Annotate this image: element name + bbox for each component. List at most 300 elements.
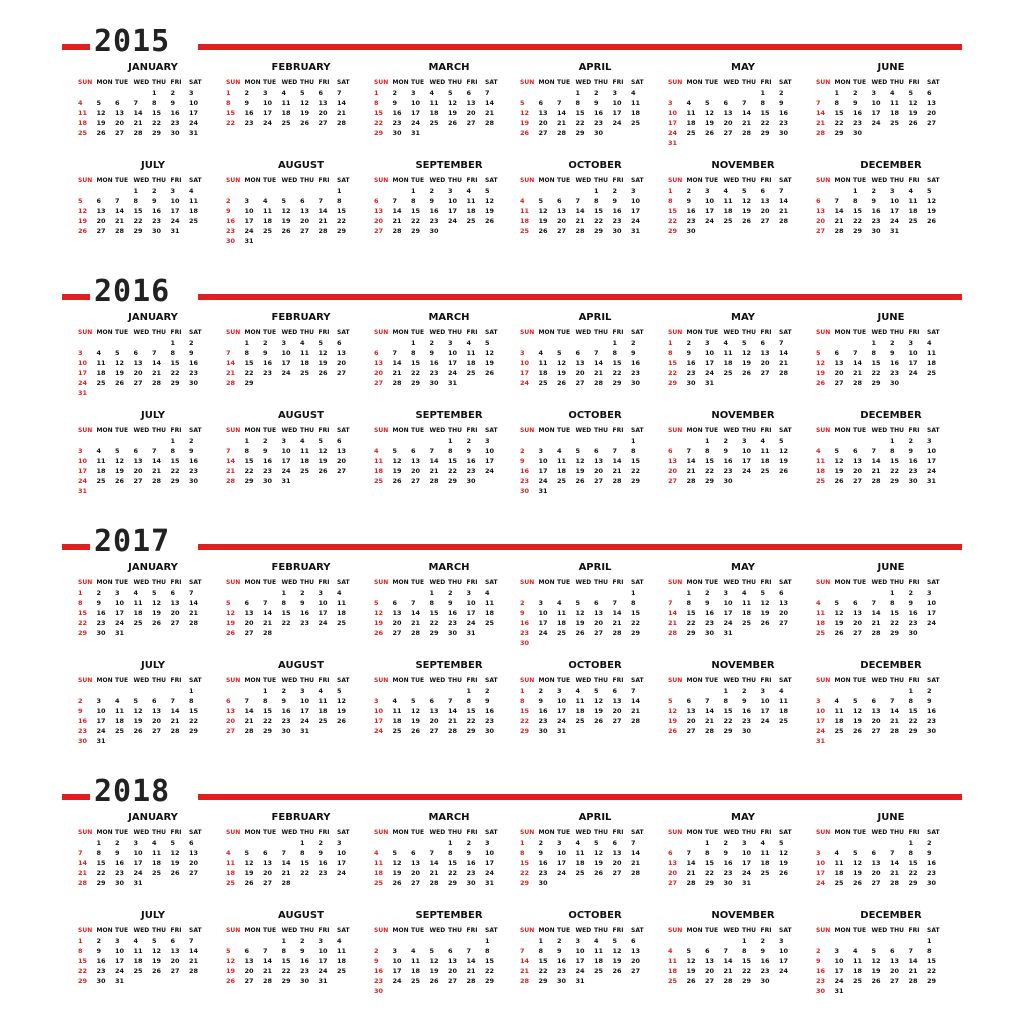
day-cell: 8 xyxy=(244,349,250,357)
day-cell: 3 xyxy=(96,697,102,705)
day-cell: 5 xyxy=(575,599,581,607)
weekday-header: MON xyxy=(392,927,409,934)
weekday-header: THU xyxy=(448,79,462,86)
weekday-header: FRI xyxy=(318,427,330,434)
day-cell: 22 xyxy=(520,869,530,877)
day-cell: 16 xyxy=(520,619,530,627)
day-cell: 26 xyxy=(318,467,328,475)
weekday-header: MON xyxy=(244,79,261,86)
weekday-header: MON xyxy=(96,329,113,336)
day-cell: 10 xyxy=(318,599,328,607)
day-cell: 25 xyxy=(575,717,585,725)
day-cell: 20 xyxy=(779,609,789,617)
month-name: NOVEMBER xyxy=(711,660,775,671)
day-cell: 25 xyxy=(189,217,199,225)
day-cell: 1 xyxy=(723,687,729,695)
day-cell: 21 xyxy=(816,119,826,127)
day-cell: 8 xyxy=(374,99,379,107)
day-cell: 18 xyxy=(816,619,826,627)
day-cell: 1 xyxy=(668,339,673,347)
day-cell: 5 xyxy=(485,187,490,195)
day-cell: 21 xyxy=(170,717,180,725)
empty-cell xyxy=(890,838,909,848)
day-cell: 30 xyxy=(760,977,770,985)
day-cell: 4 xyxy=(96,447,102,455)
day-cell: 2 xyxy=(538,687,544,695)
day-cell: 27 xyxy=(575,379,585,387)
day-cell: 5 xyxy=(520,99,525,107)
weekday-header: FRI xyxy=(170,79,182,86)
weekday-header: WED xyxy=(575,829,592,836)
day-cell: 1 xyxy=(133,187,139,195)
month-grid xyxy=(226,176,376,246)
day-cell: 3 xyxy=(78,447,83,455)
day-cell: 18 xyxy=(133,609,143,617)
day-cell: 14 xyxy=(779,349,789,357)
day-cell: 3 xyxy=(575,937,581,945)
weekday-header: SAT xyxy=(631,927,644,934)
day-cell: 17 xyxy=(779,957,789,965)
month-september-2018 xyxy=(374,910,524,996)
day-cell: 12 xyxy=(78,207,88,215)
day-cell: 28 xyxy=(816,129,826,137)
day-cell: 18 xyxy=(927,359,937,367)
empty-cell xyxy=(835,436,854,446)
empty-cell xyxy=(226,686,245,696)
day-cell: 25 xyxy=(78,129,88,137)
day-cell: 11 xyxy=(466,197,476,205)
month-july-2017 xyxy=(78,660,228,746)
day-cell: 17 xyxy=(337,859,347,867)
day-cell: 6 xyxy=(927,89,932,97)
day-cell: 11 xyxy=(411,957,421,965)
day-cell: 31 xyxy=(448,379,458,387)
day-cell: 11 xyxy=(337,947,347,955)
day-cell: 27 xyxy=(853,477,863,485)
day-cell: 5 xyxy=(853,849,858,857)
day-cell: 1 xyxy=(871,339,877,347)
day-cell: 31 xyxy=(816,737,826,745)
day-cell: 1 xyxy=(226,89,231,97)
weekday-header: SUN xyxy=(374,329,389,336)
day-cell: 20 xyxy=(96,217,106,225)
day-cell: 24 xyxy=(742,467,752,475)
empty-cell xyxy=(245,186,264,196)
day-cell: 3 xyxy=(612,89,618,97)
day-cell: 24 xyxy=(392,977,402,985)
day-cell: 25 xyxy=(318,717,328,725)
day-cell: 17 xyxy=(318,957,328,965)
day-cell: 19 xyxy=(779,859,789,867)
day-cell: 23 xyxy=(281,717,291,725)
day-cell: 3 xyxy=(927,589,932,597)
month-june-2016 xyxy=(816,312,966,388)
weekday-header: MON xyxy=(96,927,113,934)
day-cell: 27 xyxy=(871,879,881,887)
month-name: SEPTEMBER xyxy=(415,660,483,671)
day-cell: 4 xyxy=(723,339,729,347)
day-cell: 20 xyxy=(374,217,384,225)
day-cell: 1 xyxy=(927,937,932,945)
empty-cell xyxy=(374,186,393,196)
day-cell: 24 xyxy=(816,879,826,887)
day-cell: 16 xyxy=(244,109,254,117)
day-cell: 3 xyxy=(392,947,398,955)
day-cell: 23 xyxy=(853,119,863,127)
day-cell: 30 xyxy=(816,987,826,995)
day-cell: 21 xyxy=(853,369,863,377)
day-cell: 14 xyxy=(742,109,752,117)
day-cell: 6 xyxy=(853,447,858,455)
day-cell: 9 xyxy=(908,599,914,607)
day-cell: 4 xyxy=(594,937,599,945)
month-grid xyxy=(816,176,966,236)
weekday-header: SAT xyxy=(927,79,940,86)
day-cell: 17 xyxy=(133,859,143,867)
day-cell: 18 xyxy=(96,467,106,475)
day-cell: 13 xyxy=(411,859,421,867)
weekday-header: SUN xyxy=(78,79,93,86)
day-cell: 2 xyxy=(538,839,544,847)
day-cell: 20 xyxy=(244,967,254,975)
day-cell: 2 xyxy=(115,839,120,847)
month-name: DECEMBER xyxy=(860,160,922,171)
day-cell: 13 xyxy=(686,707,696,715)
day-cell: 16 xyxy=(485,707,495,715)
day-cell: 10 xyxy=(300,697,310,705)
month-name: SEPTEMBER xyxy=(415,160,483,171)
day-cell: 30 xyxy=(927,879,937,887)
day-cell: 6 xyxy=(834,349,840,357)
day-cell: 20 xyxy=(133,467,143,475)
day-cell: 28 xyxy=(392,227,402,235)
empty-cell xyxy=(539,436,558,446)
day-cell: 11 xyxy=(594,947,604,955)
month-july-2015 xyxy=(78,160,228,236)
day-cell: 22 xyxy=(520,717,530,725)
weekday-header: MON xyxy=(686,79,703,86)
day-cell: 17 xyxy=(705,207,715,215)
day-cell: 20 xyxy=(760,207,770,215)
day-cell: 8 xyxy=(723,697,729,705)
day-cell: 9 xyxy=(281,697,287,705)
weekday-header: FRI xyxy=(760,829,772,836)
weekday-header: TUE xyxy=(411,329,425,336)
day-cell: 16 xyxy=(927,859,937,867)
weekday-header: SAT xyxy=(337,829,350,836)
day-cell: 10 xyxy=(742,849,752,857)
day-cell: 15 xyxy=(853,207,863,215)
weekday-header: WED xyxy=(871,927,888,934)
day-cell: 15 xyxy=(170,457,180,465)
day-cell: 30 xyxy=(466,879,476,887)
day-cell: 6 xyxy=(411,849,416,857)
day-cell: 30 xyxy=(300,977,310,985)
day-cell: 24 xyxy=(337,869,347,877)
day-cell: 14 xyxy=(631,697,641,705)
day-cell: 16 xyxy=(300,609,310,617)
day-cell: 8 xyxy=(890,447,895,455)
day-cell: 25 xyxy=(520,227,530,235)
day-cell: 24 xyxy=(115,967,125,975)
day-cell: 20 xyxy=(170,957,180,965)
day-cell: 23 xyxy=(429,217,439,225)
day-cell: 26 xyxy=(429,977,439,985)
day-cell: 3 xyxy=(760,687,766,695)
month-name: MARCH xyxy=(428,812,470,823)
day-cell: 28 xyxy=(686,879,696,887)
day-cell: 28 xyxy=(631,869,641,877)
day-cell: 12 xyxy=(318,349,328,357)
day-cell: 19 xyxy=(834,619,844,627)
weekday-header: WED xyxy=(133,579,150,586)
day-cell: 26 xyxy=(170,869,180,877)
weekday-header: SAT xyxy=(631,829,644,836)
day-cell: 28 xyxy=(152,477,162,485)
day-cell: 4 xyxy=(834,849,840,857)
day-cell: 18 xyxy=(466,359,476,367)
month-name: DECEMBER xyxy=(860,410,922,421)
day-cell: 19 xyxy=(115,369,125,377)
day-cell: 23 xyxy=(779,119,789,127)
weekday-header: TUE xyxy=(115,677,129,684)
day-cell: 13 xyxy=(760,197,770,205)
day-cell: 25 xyxy=(152,869,162,877)
weekday-header: FRI xyxy=(760,79,772,86)
day-cell: 27 xyxy=(374,379,384,387)
day-cell: 26 xyxy=(448,119,458,127)
day-cell: 12 xyxy=(779,447,789,455)
day-cell: 6 xyxy=(263,849,268,857)
day-cell: 6 xyxy=(448,947,453,955)
day-cell: 10 xyxy=(115,599,125,607)
month-grid xyxy=(816,676,966,746)
day-cell: 14 xyxy=(133,109,143,117)
day-cell: 19 xyxy=(115,467,125,475)
day-cell: 11 xyxy=(779,697,789,705)
day-cell: 7 xyxy=(871,447,877,455)
empty-cell xyxy=(411,838,430,848)
day-cell: 6 xyxy=(189,839,194,847)
day-cell: 21 xyxy=(631,859,641,867)
weekday-header: TUE xyxy=(263,79,277,86)
day-cell: 31 xyxy=(133,879,143,887)
weekday-header: THU xyxy=(152,427,166,434)
day-cell: 21 xyxy=(152,467,162,475)
day-cell: 13 xyxy=(466,99,476,107)
day-cell: 10 xyxy=(760,697,770,705)
day-cell: 12 xyxy=(742,349,752,357)
day-cell: 17 xyxy=(927,609,937,617)
day-cell: 13 xyxy=(133,457,143,465)
month-name: JULY xyxy=(141,910,165,921)
day-cell: 13 xyxy=(226,707,236,715)
day-cell: 5 xyxy=(742,187,747,195)
day-cell: 30 xyxy=(392,129,402,137)
day-cell: 15 xyxy=(244,457,254,465)
day-cell: 13 xyxy=(612,697,622,705)
day-cell: 31 xyxy=(244,237,254,245)
day-cell: 7 xyxy=(816,99,821,107)
day-cell: 1 xyxy=(853,187,858,195)
day-cell: 6 xyxy=(374,197,379,205)
day-cell: 19 xyxy=(300,109,310,117)
day-cell: 14 xyxy=(594,359,604,367)
month-name: OCTOBER xyxy=(568,660,622,671)
day-cell: 1 xyxy=(466,687,472,695)
day-cell: 24 xyxy=(485,869,495,877)
month-october-2018 xyxy=(520,910,670,986)
month-name: JANUARY xyxy=(128,312,178,323)
day-cell: 19 xyxy=(594,707,604,715)
month-october-2016 xyxy=(520,410,670,496)
month-name: OCTOBER xyxy=(568,410,622,421)
day-cell: 21 xyxy=(189,957,199,965)
day-cell: 19 xyxy=(411,717,421,725)
weekday-header: THU xyxy=(300,927,314,934)
day-cell: 26 xyxy=(115,477,125,485)
day-cell: 24 xyxy=(244,227,254,235)
day-cell: 23 xyxy=(485,717,495,725)
weekday-header: MON xyxy=(96,829,113,836)
day-cell: 23 xyxy=(78,727,88,735)
day-cell: 19 xyxy=(668,717,678,725)
day-cell: 19 xyxy=(318,359,328,367)
weekday-header: SUN xyxy=(226,677,241,684)
day-cell: 27 xyxy=(631,967,641,975)
month-name: AUGUST xyxy=(278,910,324,921)
weekday-header: THU xyxy=(890,79,904,86)
weekday-header: WED xyxy=(281,677,298,684)
weekday-header: THU xyxy=(300,829,314,836)
day-cell: 30 xyxy=(779,129,789,137)
empty-cell xyxy=(668,686,687,696)
day-cell: 18 xyxy=(281,109,291,117)
day-cell: 3 xyxy=(742,839,747,847)
day-cell: 26 xyxy=(853,879,863,887)
day-cell: 30 xyxy=(429,227,439,235)
day-cell: 4 xyxy=(133,589,139,597)
day-cell: 27 xyxy=(760,217,770,225)
day-cell: 8 xyxy=(668,197,673,205)
weekday-header: SUN xyxy=(816,177,831,184)
day-cell: 27 xyxy=(723,129,733,137)
day-cell: 19 xyxy=(834,467,844,475)
day-cell: 12 xyxy=(115,457,125,465)
day-cell: 21 xyxy=(78,869,88,877)
day-cell: 15 xyxy=(226,109,236,117)
day-cell: 29 xyxy=(705,477,715,485)
weekday-header: SUN xyxy=(226,927,241,934)
day-cell: 8 xyxy=(834,99,840,107)
day-cell: 7 xyxy=(189,589,194,597)
empty-cell xyxy=(835,186,854,196)
day-cell: 4 xyxy=(538,349,544,357)
day-cell: 1 xyxy=(594,187,599,195)
day-cell: 15 xyxy=(834,109,844,117)
empty-cell xyxy=(430,436,449,446)
weekday-header: WED xyxy=(871,677,888,684)
day-cell: 30 xyxy=(520,487,530,495)
day-cell: 25 xyxy=(723,369,733,377)
empty-cell xyxy=(171,686,190,696)
empty-cell xyxy=(115,338,134,348)
day-cell: 19 xyxy=(374,619,384,627)
empty-cell xyxy=(687,936,706,946)
day-cell: 23 xyxy=(152,217,162,225)
day-cell: 22 xyxy=(96,869,106,877)
month-may-2018 xyxy=(668,812,818,888)
day-cell: 15 xyxy=(686,609,696,617)
day-cell: 11 xyxy=(115,707,125,715)
day-cell: 5 xyxy=(538,197,544,205)
empty-cell xyxy=(816,186,835,196)
month-name: OCTOBER xyxy=(568,160,622,171)
day-cell: 8 xyxy=(890,599,895,607)
day-cell: 19 xyxy=(520,119,530,127)
empty-cell xyxy=(448,686,467,696)
day-cell: 25 xyxy=(538,379,548,387)
day-cell: 10 xyxy=(834,957,844,965)
day-cell: 16 xyxy=(538,859,548,867)
day-cell: 4 xyxy=(133,937,139,945)
day-cell: 13 xyxy=(133,359,143,367)
day-cell: 16 xyxy=(908,457,918,465)
day-cell: 18 xyxy=(226,869,236,877)
day-cell: 27 xyxy=(244,977,254,985)
empty-cell xyxy=(97,436,116,446)
month-december-2015 xyxy=(816,160,966,236)
day-cell: 24 xyxy=(189,119,199,127)
day-cell: 31 xyxy=(189,129,199,137)
day-cell: 17 xyxy=(466,609,476,617)
day-cell: 30 xyxy=(631,379,641,387)
day-cell: 9 xyxy=(557,947,562,955)
day-cell: 27 xyxy=(133,477,143,485)
weekday-header: SUN xyxy=(78,177,93,184)
day-cell: 19 xyxy=(429,967,439,975)
day-cell: 6 xyxy=(226,697,231,705)
day-cell: 27 xyxy=(96,227,106,235)
day-cell: 20 xyxy=(226,717,236,725)
day-cell: 23 xyxy=(723,869,733,877)
day-cell: 24 xyxy=(318,619,328,627)
day-cell: 19 xyxy=(133,717,143,725)
day-cell: 26 xyxy=(115,379,125,387)
day-cell: 13 xyxy=(392,609,402,617)
day-cell: 16 xyxy=(631,359,641,367)
day-cell: 21 xyxy=(226,467,236,475)
day-cell: 26 xyxy=(226,977,236,985)
day-cell: 24 xyxy=(374,727,384,735)
day-cell: 7 xyxy=(152,447,157,455)
day-cell: 7 xyxy=(392,349,398,357)
day-cell: 26 xyxy=(853,727,863,735)
day-cell: 4 xyxy=(318,687,324,695)
day-cell: 6 xyxy=(411,447,416,455)
weekday-header: MON xyxy=(244,177,261,184)
day-cell: 20 xyxy=(890,967,900,975)
weekday-header: TUE xyxy=(705,329,719,336)
day-cell: 9 xyxy=(189,447,194,455)
day-cell: 17 xyxy=(520,369,530,377)
weekday-header: FRI xyxy=(612,829,624,836)
day-cell: 13 xyxy=(448,957,458,965)
day-cell: 14 xyxy=(871,609,881,617)
day-cell: 28 xyxy=(779,217,789,225)
day-cell: 14 xyxy=(466,957,476,965)
weekday-header: THU xyxy=(742,329,756,336)
